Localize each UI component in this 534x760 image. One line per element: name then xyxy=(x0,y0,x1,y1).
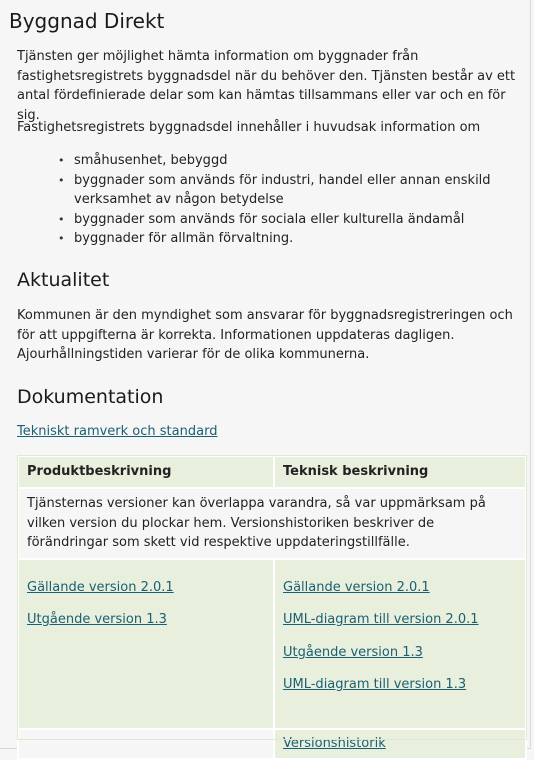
contains-intro-paragraph: Fastighetsregistrets byggnadsdel innehåller i huvudsak information om xyxy=(17,120,481,135)
uml-current-version-link[interactable]: UML-diagram till version 2.0.1 xyxy=(283,612,479,628)
bullet-list xyxy=(17,151,518,249)
col-header-product: Produktbeskrivning xyxy=(18,456,274,488)
technical-links-cell xyxy=(274,559,526,729)
framework-link[interactable]: Tekniskt ramverk och standard xyxy=(17,424,218,439)
list-item: • byggnader som används för industri, handel eller annan enskild verksamhet av någon betydelse xyxy=(58,171,518,210)
page-title: Byggnad Direkt xyxy=(9,9,165,33)
product-outgoing-version-link[interactable]: Utgående version 1.3 xyxy=(27,612,167,628)
aktualitet-paragraph: Kommunen är den myndighet som ansvarar för byggnadsregistreringen och för att uppgifterna är korrekta. Informationen uppdateras dagligen. Ajourhållningstiden varierar för de olika kommunerna. xyxy=(17,308,513,362)
intro-paragraph: Tjänsten ger möjlighet hämta information om byggnader från fastighetsregistrets byggnadsdel när du behöver den. Tjänsten består av ett antal fördefinierade delar som kan hämtas tillsammans eller var och en för sig. xyxy=(17,49,516,123)
col-header-technical: Teknisk beskrivning xyxy=(274,456,526,488)
list-item: • småhusenhet, bebyggd xyxy=(58,151,518,171)
dokumentation-heading: Dokumentation xyxy=(17,386,164,408)
history-cell xyxy=(274,729,526,759)
list-item: • byggnader för allmän förvaltning. xyxy=(58,229,518,249)
list-item: • byggnader som används för sociala eller kulturella ändamål xyxy=(58,210,518,230)
documentation-table xyxy=(17,455,527,760)
empty-cell xyxy=(18,729,274,759)
aktualitet-heading: Aktualitet xyxy=(17,269,110,291)
product-current-version-link[interactable]: Gällande version 2.0.1 xyxy=(27,579,174,595)
version-history-link[interactable]: Versionshistorik xyxy=(283,735,386,751)
technical-current-version-link[interactable]: Gällande version 2.0.1 xyxy=(283,579,430,595)
uml-outgoing-version-link[interactable]: UML-diagram till version 1.3 xyxy=(283,677,467,693)
product-links-cell xyxy=(18,559,274,729)
version-info-text: Tjänsternas versioner kan överlappa varandra, så var uppmärksam på vilken version du plockar hem. Versionshistoriken beskriver de förändringar som skett vid respektive uppdateringstillfälle. xyxy=(18,488,526,559)
technical-outgoing-version-link[interactable]: Utgående version 1.3 xyxy=(283,644,423,660)
